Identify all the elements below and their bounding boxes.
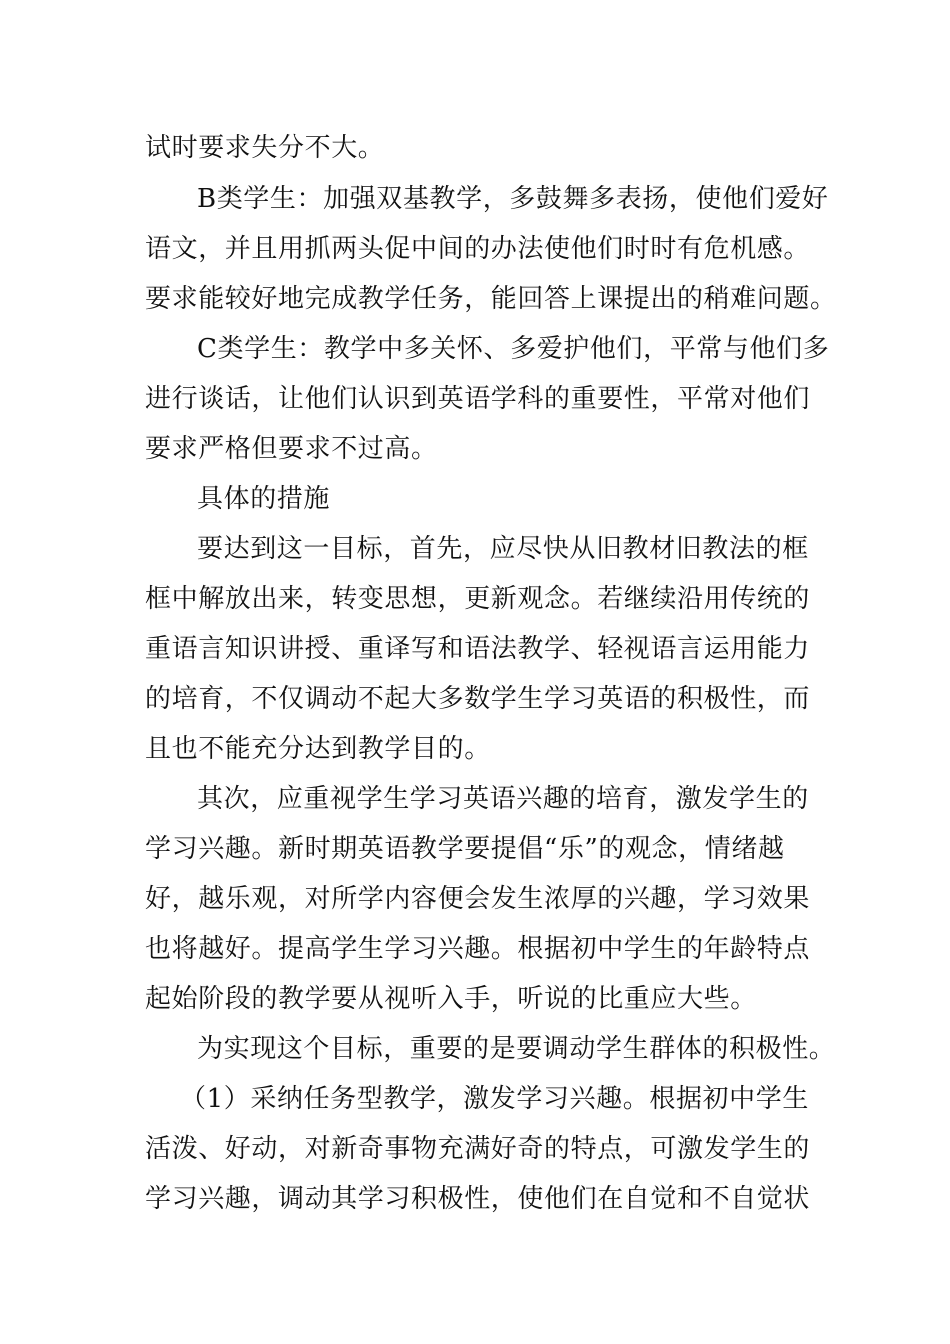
text-line: 活泼、好动，对新奇事物充满好奇的特点，可激发学生的 [145,1134,811,1164]
text-line: 要求能较好地完成教学任务，能回答上课提出的稍难问题。 [145,284,837,314]
text-line: B类学生：加强双基教学，多鼓舞多表扬，使他们爱好 [197,184,829,214]
section-heading: 具体的措施 [197,484,331,514]
text-line: 好，越乐观，对所学内容便会发生浓厚的兴趣，学习效果 [145,884,811,914]
text-line: 试时要求失分不大。 [145,133,385,163]
text-line: （1）采纳任务型教学，激发学习兴趣。根据初中学生 [180,1084,809,1114]
text-line: 学习兴趣，调动其学习积极性，使他们在自觉和不自觉状 [145,1184,811,1214]
text-line: 且也不能充分达到教学目的。 [145,734,491,764]
text-line: 重语言知识讲授、重译写和语法教学、轻视语言运用能力 [145,634,811,664]
text-line: 语文，并且用抓两头促中间的办法使他们时时有危机感。 [145,234,811,264]
text-line: 的培育，不仅调动不起大多数学生学习英语的积极性，而 [145,684,811,714]
text-line: 学习兴趣。新时期英语教学要提倡“乐”的观念，情绪越 [145,834,785,864]
text-line: 要求严格但要求不过高。 [145,434,438,464]
text-line: 为实现这个目标，重要的是要调动学生群体的积极性。 [197,1034,836,1064]
text-line: 要达到这一目标，首先，应尽快从旧教材旧教法的框 [197,534,809,564]
text-line: C类学生：教学中多关怀、多爱护他们，平常与他们多 [197,334,830,364]
text-line: 起始阶段的教学要从视听入手，听说的比重应大些。 [145,984,757,1014]
text-line: 框中解放出来，转变思想，更新观念。若继续沿用传统的 [145,584,811,614]
text-line: 进行谈话，让他们认识到英语学科的重要性，平常对他们 [145,384,811,414]
text-line: 其次，应重视学生学习英语兴趣的培育，激发学生的 [197,784,809,814]
text-line: 也将越好。提高学生学习兴趣。根据初中学生的年龄特点 [145,934,811,964]
